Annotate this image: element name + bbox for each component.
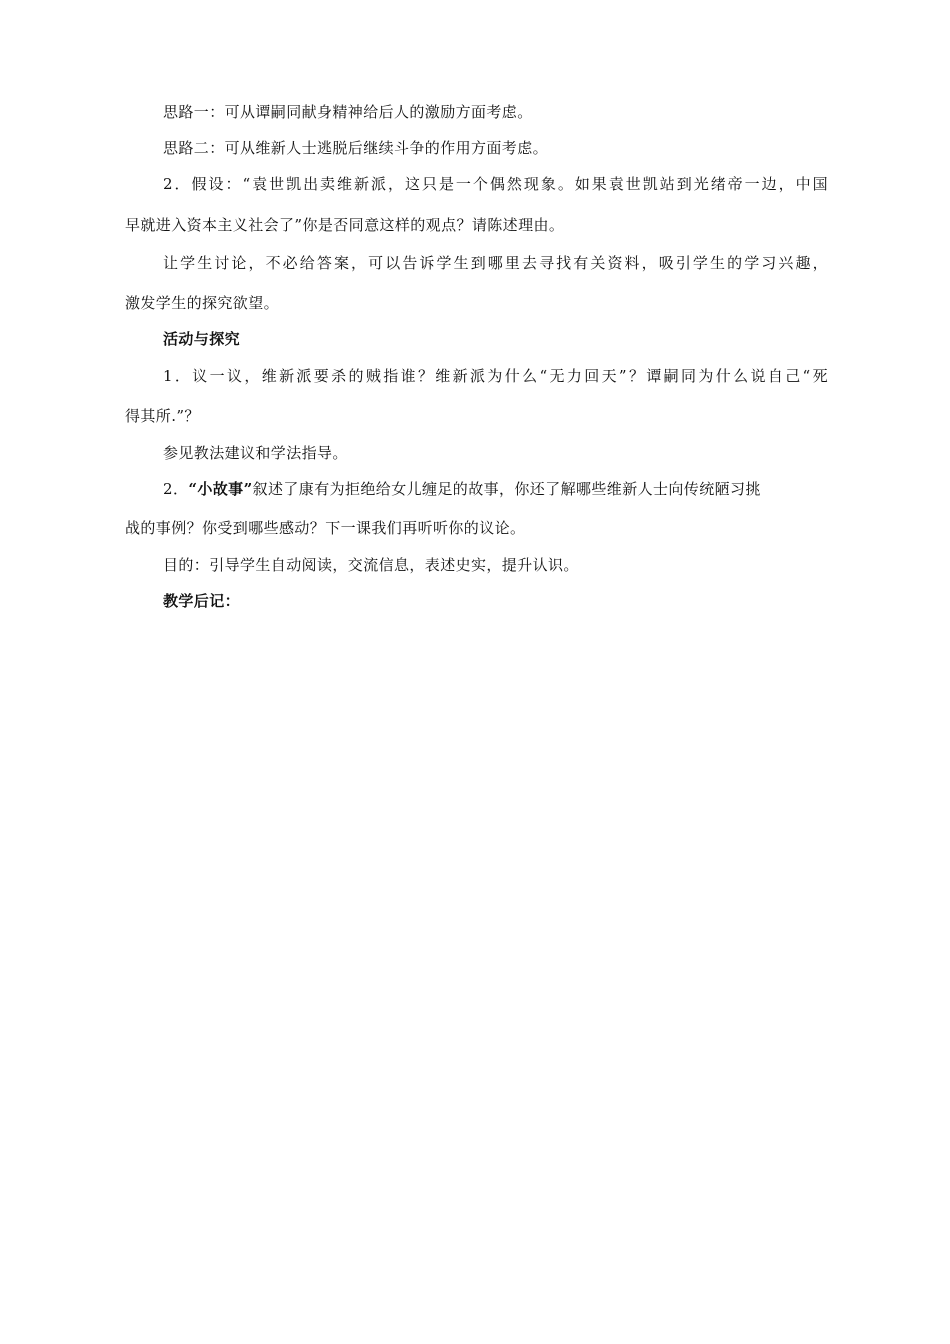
postscript-heading: 教学后记： xyxy=(163,592,241,610)
discussion-line-2: 激发学生的探究欲望。 xyxy=(125,294,280,312)
idea-one: 思路一：可从谭嗣同献身精神给后人的激励方面考虑。 xyxy=(163,103,533,121)
discussion-line-1: 让学生讨论，不必给答案，可以告诉学生到哪里去寻找有关资料，吸引学生的学习兴趣， xyxy=(163,254,828,272)
idea-two: 思路二：可从维新人士逃脱后继续斗争的作用方面考虑。 xyxy=(163,139,549,157)
activity-heading: 活动与探究 xyxy=(163,330,241,348)
question-two-line-1: 2．假设：“袁世凯出卖维新派，这只是一个偶然现象。如果袁世凯站到光绪帝一边，中国 xyxy=(163,175,828,193)
small-story-label: “小故事” xyxy=(188,480,253,498)
activity-one-answer: 参见教法建议和学法指导。 xyxy=(163,444,348,462)
activity-two-line-1 xyxy=(163,479,828,499)
purpose-statement: 目的：引导学生自动阅读，交流信息，表述史实，提升认识。 xyxy=(163,556,579,574)
activity-one-line-1: 1．议一议，维新派要杀的贼指谁？维新派为什么“无力回天”？谭嗣同为什么说自己“死 xyxy=(163,367,828,385)
activity-one-line-2: 得其所.”？ xyxy=(125,407,200,425)
question-two-line-2: 早就进入资本主义社会了”你是否同意这样的观点？请陈述理由。 xyxy=(125,216,565,234)
activity-two-line-2: 战的事例？你受到哪些感动？下一课我们再听听你的议论。 xyxy=(125,519,526,537)
activity-two-text: 叙述了康有为拒绝给女儿缠足的故事，你还了解哪些维新人士向传统陋习挑 xyxy=(252,480,761,498)
activity-two-number: 2． xyxy=(163,480,189,498)
